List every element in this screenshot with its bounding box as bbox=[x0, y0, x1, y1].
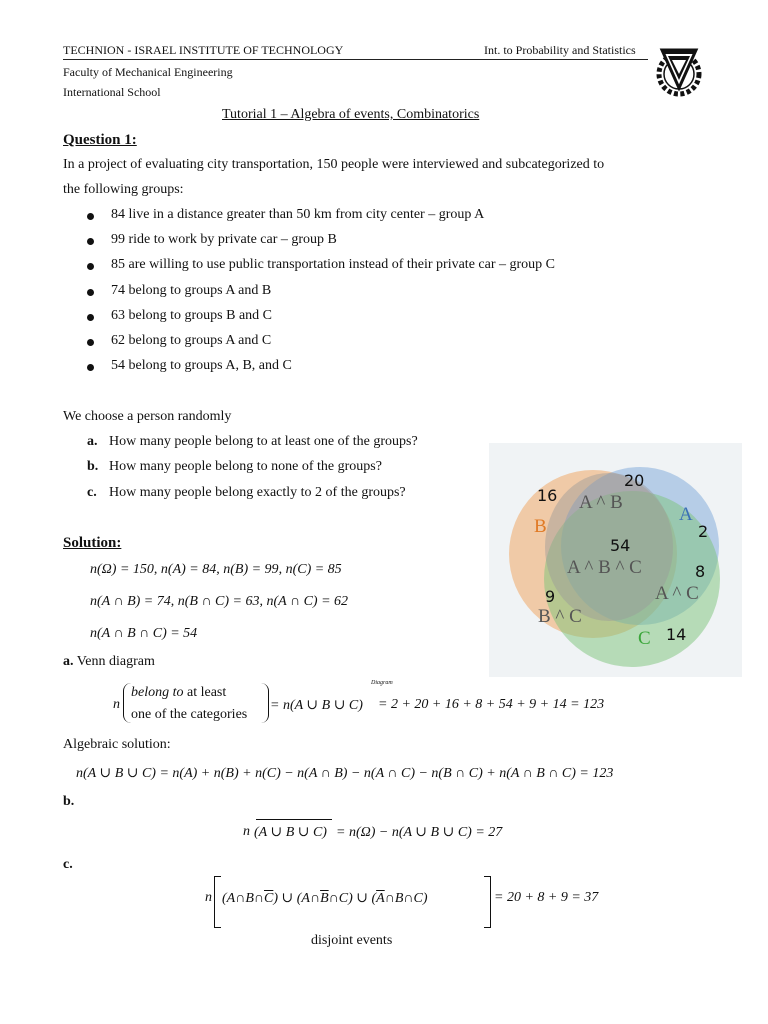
list-item: 74 belong to groups A and B bbox=[87, 283, 555, 308]
bullet-icon bbox=[87, 238, 94, 245]
disjoint-union: $(A\cap B\cap\overline{C})$ ∪ $(A\cap\overline{B}\cap C)$ ∪ $(\overline{A}\cap B\cap C)$ bbox=[222, 891, 428, 906]
course-name: Int. to Probability and Statistics bbox=[484, 43, 636, 57]
solution-heading: Solution: bbox=[63, 535, 122, 551]
given-line1: n(Ω) = 150, n(A) = 84, n(B) = 99, n(C) = 85 bbox=[90, 562, 342, 577]
list-item: 84 live in a distance greater than 50 km from city center – group A bbox=[87, 207, 555, 232]
bullet-icon bbox=[87, 339, 94, 346]
part-c-label: c. bbox=[63, 857, 73, 872]
label-ac-text: A ^ C bbox=[655, 583, 699, 604]
institution-name: TECHNION - ISRAEL INSTITUTE OF TECHNOLOGY bbox=[63, 43, 344, 57]
given-line2: n(A ∩ B) = 74, n(B ∩ C) = 63, n(A ∩ C) = 62 bbox=[90, 594, 349, 609]
list-item: 54 belong to groups A, B, and C bbox=[87, 358, 555, 383]
header-rule bbox=[63, 59, 648, 60]
page-title: Tutorial 1 – Algebra of events, Combinatorics bbox=[222, 107, 480, 122]
choose-text: We choose a person randomly bbox=[63, 409, 232, 424]
question-item-b: b. How many people belong to none of the groups? bbox=[87, 459, 382, 474]
label-ab-text: A ^ B bbox=[579, 492, 623, 513]
belong-to-line: belong to at least bbox=[131, 685, 227, 700]
list-item: 85 are willing to use public transportation instead of their private car – group C bbox=[87, 257, 555, 282]
list-item: 99 ride to work by private car – group B bbox=[87, 232, 555, 257]
question-item-a: a. How many people belong to at least one of the groups? bbox=[87, 434, 418, 449]
given-line3: n(A ∩ B ∩ C) = 54 bbox=[90, 626, 198, 641]
diagram-note: Diagram bbox=[371, 680, 393, 686]
bullet-icon bbox=[87, 289, 94, 296]
part-a-heading: a. Venn diagram bbox=[63, 654, 155, 669]
group-list bbox=[87, 207, 555, 383]
label-c-name: C bbox=[638, 628, 651, 649]
label-b-name: B bbox=[534, 516, 547, 537]
label-c-only: 14 bbox=[666, 625, 687, 644]
label-a-only: 2 bbox=[698, 522, 709, 541]
list-item: 62 belong to groups A and C bbox=[87, 333, 555, 358]
venn-svg bbox=[489, 443, 742, 677]
part-c-sum: = 20 + 8 + 9 = 37 bbox=[494, 890, 599, 905]
bracket-left bbox=[214, 876, 221, 928]
paren-right bbox=[260, 683, 269, 723]
question-intro-line2: the following groups: bbox=[63, 182, 184, 197]
venn-sum: = 2 + 20 + 16 + 8 + 54 + 9 + 14 = 123 bbox=[378, 697, 605, 712]
union-expr: = n(A ∪ B ∪ C) bbox=[270, 698, 363, 713]
label-bc-only: 9 bbox=[545, 587, 556, 606]
question-item-c: c. How many people belong exactly to 2 of the groups? bbox=[87, 485, 406, 500]
faculty-name: Faculty of Mechanical Engineering bbox=[63, 65, 233, 79]
algebraic-label: Algebraic solution: bbox=[63, 737, 171, 752]
disjoint-events-label: disjoint events bbox=[311, 933, 393, 948]
bullet-icon bbox=[87, 364, 94, 371]
venn-diagram bbox=[489, 443, 742, 677]
label-bc-text: B ^ C bbox=[538, 606, 582, 627]
algebraic-equation: n(A ∪ B ∪ C) = n(A) + n(B) + n(C) − n(A ∩ B) − n(A ∩ C) − n(B ∩ C) + n(A ∩ B ∩ C) = 123 bbox=[76, 766, 614, 781]
label-abc: 54 bbox=[610, 536, 631, 555]
label-ab-only: 20 bbox=[624, 471, 645, 490]
label-a-name: A bbox=[679, 504, 693, 525]
bullet-icon bbox=[87, 263, 94, 270]
question-heading: Question 1: bbox=[63, 132, 137, 148]
school-name: International School bbox=[63, 85, 161, 99]
label-ac-only: 8 bbox=[695, 562, 706, 581]
technion-logo-icon bbox=[654, 44, 704, 100]
part-b-label: b. bbox=[63, 794, 75, 809]
label-b-only: 16 bbox=[537, 486, 558, 505]
part-b-equation: = n(Ω) − n(A ∪ B ∪ C) = 27 bbox=[336, 825, 503, 840]
question-intro-line1: In a project of evaluating city transportation, 150 people were interviewed and subcategorized to bbox=[63, 157, 605, 172]
list-item: 63 belong to groups B and C bbox=[87, 308, 555, 333]
bracket-right bbox=[484, 876, 491, 928]
label-abc-text: A ^ B ^ C bbox=[567, 557, 642, 578]
complement-bar bbox=[256, 819, 332, 820]
one-of-line: one of the categories bbox=[131, 707, 248, 722]
bullet-icon bbox=[87, 314, 94, 321]
bullet-icon bbox=[87, 213, 94, 220]
